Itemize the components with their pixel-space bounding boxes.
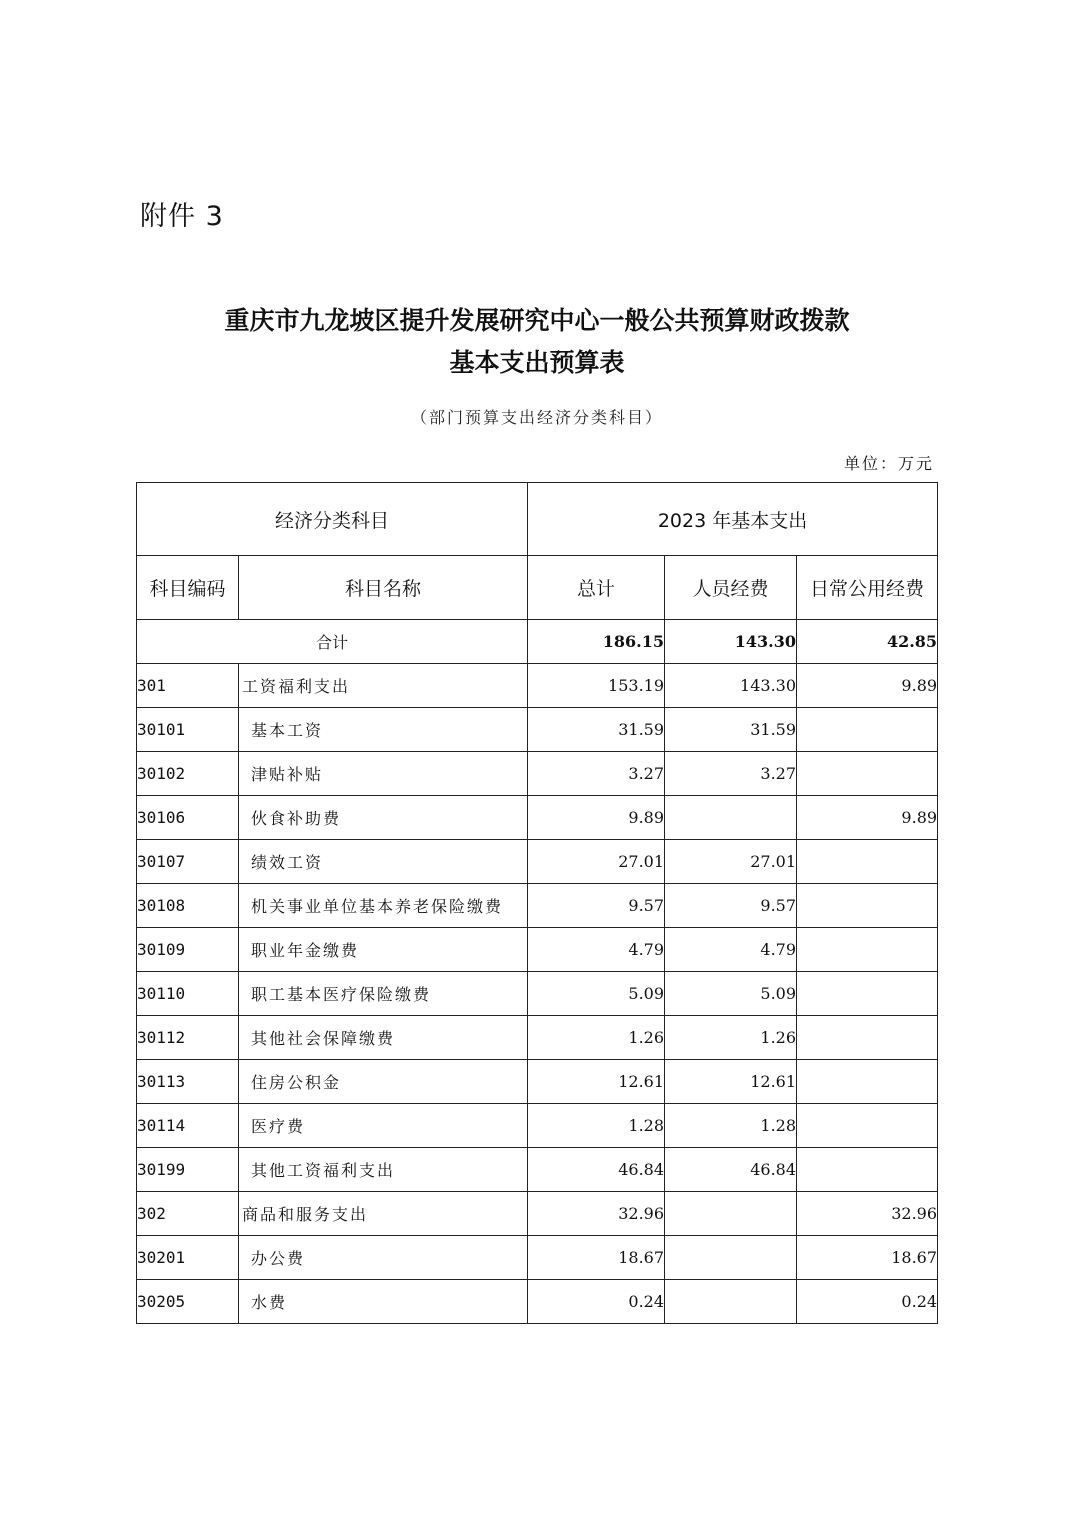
table-row: [137, 1060, 938, 1104]
row-name: 伙食补助费: [239, 796, 528, 840]
table-row: [137, 928, 938, 972]
table-row: [137, 708, 938, 752]
row-name: 其他社会保障缴费: [239, 1016, 528, 1060]
row-public: 9.89: [797, 664, 938, 708]
row-total: 4.79: [528, 928, 665, 972]
row-name: 基本工资: [239, 708, 528, 752]
row-name: 其他工资福利支出: [239, 1148, 528, 1192]
row-personnel: [665, 1192, 797, 1236]
table-row: [137, 972, 938, 1016]
table-row: [137, 884, 938, 928]
table-row: [137, 1236, 938, 1280]
row-name: 机关事业单位基本养老保险缴费: [239, 884, 528, 928]
total-label: 合计: [137, 620, 528, 664]
row-personnel: 5.09: [665, 972, 797, 1016]
table-row: [137, 1148, 938, 1192]
row-name: 医疗费: [239, 1104, 528, 1148]
row-personnel: [665, 796, 797, 840]
total-total: 186.15: [528, 620, 665, 664]
unit-label: 单位：万元: [843, 454, 934, 473]
row-personnel: 27.01: [665, 840, 797, 884]
row-personnel: 1.26: [665, 1016, 797, 1060]
row-personnel: 12.61: [665, 1060, 797, 1104]
row-code: 30113: [137, 1060, 239, 1104]
header-column-row: [137, 556, 938, 620]
row-code: 30201: [137, 1236, 239, 1280]
row-personnel: 143.30: [665, 664, 797, 708]
row-public: [797, 884, 938, 928]
row-personnel: 9.57: [665, 884, 797, 928]
row-name: 职业年金缴费: [239, 928, 528, 972]
row-public: [797, 972, 938, 1016]
row-public: [797, 1016, 938, 1060]
row-personnel: 31.59: [665, 708, 797, 752]
row-code: 301: [137, 664, 239, 708]
row-name: 职工基本医疗保险缴费: [239, 972, 528, 1016]
row-code: 30101: [137, 708, 239, 752]
row-total: 1.26: [528, 1016, 665, 1060]
row-total: 32.96: [528, 1192, 665, 1236]
header-group-basic-expenditure: 2023 年基本支出: [528, 483, 938, 556]
total-public: 42.85: [797, 620, 938, 664]
row-code: 30102: [137, 752, 239, 796]
document-title-line1: 重庆市九龙坡区提升发展研究中心一般公共预算财政拨款: [224, 306, 850, 335]
row-code: 30108: [137, 884, 239, 928]
row-public: [797, 1148, 938, 1192]
row-code: 30114: [137, 1104, 239, 1148]
row-code: 302: [137, 1192, 239, 1236]
row-personnel: 46.84: [665, 1148, 797, 1192]
row-public: 9.89: [797, 796, 938, 840]
row-code: 30110: [137, 972, 239, 1016]
row-code: 30109: [137, 928, 239, 972]
row-personnel: 3.27: [665, 752, 797, 796]
row-total: 46.84: [528, 1148, 665, 1192]
row-personnel: [665, 1236, 797, 1280]
row-public: [797, 708, 938, 752]
header-name: 科目名称: [239, 556, 528, 620]
row-name: 水费: [239, 1280, 528, 1324]
row-total: 27.01: [528, 840, 665, 884]
table-row: [137, 1280, 938, 1324]
row-code: 30205: [137, 1280, 239, 1324]
row-public: [797, 928, 938, 972]
document-subtitle: （部门预算支出经济分类科目）: [410, 408, 663, 427]
header-code: 科目编码: [137, 556, 239, 620]
row-public: [797, 1060, 938, 1104]
row-name: 工资福利支出: [239, 664, 528, 708]
row-total: 153.19: [528, 664, 665, 708]
row-code: 30107: [137, 840, 239, 884]
document-title-line2: 基本支出预算表: [449, 348, 625, 377]
row-personnel: 4.79: [665, 928, 797, 972]
total-personnel: 143.30: [665, 620, 797, 664]
row-public: 18.67: [797, 1236, 938, 1280]
table-row: [137, 840, 938, 884]
row-total: 0.24: [528, 1280, 665, 1324]
table-row: [137, 752, 938, 796]
row-public: 0.24: [797, 1280, 938, 1324]
row-name: 商品和服务支出: [239, 1192, 528, 1236]
header-group-economic-category: 经济分类科目: [137, 483, 528, 556]
row-personnel: [665, 1280, 797, 1324]
row-name: 津贴补贴: [239, 752, 528, 796]
row-code: 30112: [137, 1016, 239, 1060]
row-public: 32.96: [797, 1192, 938, 1236]
row-name: 绩效工资: [239, 840, 528, 884]
header-personnel: 人员经费: [665, 556, 797, 620]
table-row: [137, 1192, 938, 1236]
attachment-label: 附件 3: [140, 201, 224, 232]
row-personnel: 1.28: [665, 1104, 797, 1148]
row-total: 9.57: [528, 884, 665, 928]
row-name: 办公费: [239, 1236, 528, 1280]
row-code: 30106: [137, 796, 239, 840]
row-public: [797, 752, 938, 796]
table-row: [137, 664, 938, 708]
row-code: 30199: [137, 1148, 239, 1192]
row-name: 住房公积金: [239, 1060, 528, 1104]
row-total: 31.59: [528, 708, 665, 752]
table-row: [137, 1104, 938, 1148]
row-total: 9.89: [528, 796, 665, 840]
budget-table: [136, 482, 938, 1324]
row-total: 1.28: [528, 1104, 665, 1148]
header-public: 日常公用经费: [797, 556, 938, 620]
row-total: 12.61: [528, 1060, 665, 1104]
row-total: 3.27: [528, 752, 665, 796]
table-row: [137, 796, 938, 840]
row-public: [797, 1104, 938, 1148]
row-total: 5.09: [528, 972, 665, 1016]
total-row: [137, 620, 938, 664]
table-row: [137, 1016, 938, 1060]
row-total: 18.67: [528, 1236, 665, 1280]
header-group-row: [137, 483, 938, 556]
header-total: 总计: [528, 556, 665, 620]
row-public: [797, 840, 938, 884]
